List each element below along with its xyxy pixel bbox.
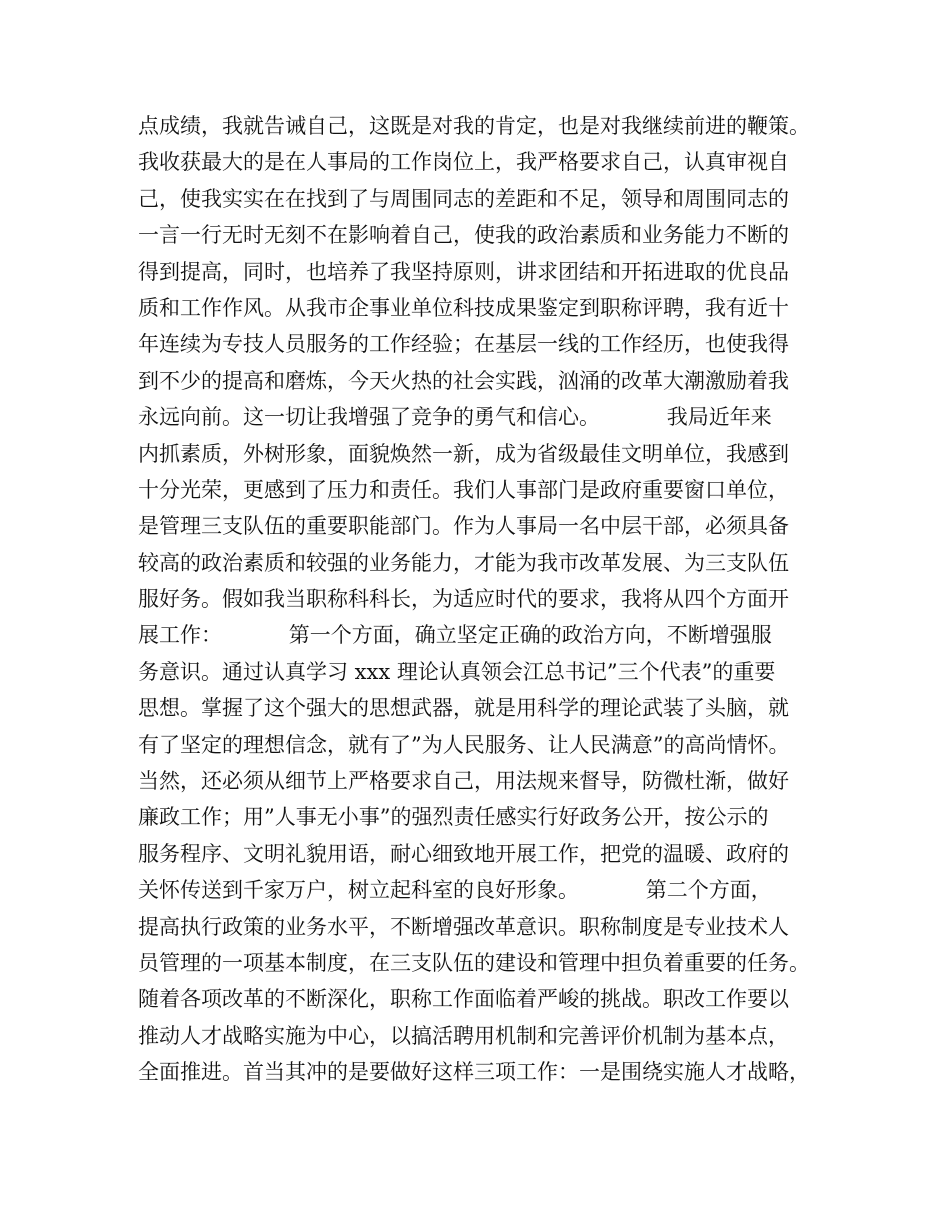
text-line: 务意识。通过认真学习 xxx 理论认真领会江总书记”三个代表”的重要 — [138, 659, 776, 684]
text-line: 是管理三支队伍的重要职能部门。作为人事局一名中层干部，必须具备 — [138, 514, 789, 539]
text-line: 员管理的一项基本制度，在三支队伍的建设和管理中担负着重要的任务。 — [138, 950, 810, 975]
text-line: 推动人才战略实施为中心，以搞活聘用机制和完善评价机制为基本点， — [138, 1023, 789, 1048]
text-line: 较高的政治素质和较强的业务能力，才能为我市改革发展、为三支队伍 — [138, 550, 789, 575]
text-line: 质和工作作风。从我市企事业单位科技成果鉴定到职称评聘，我有近十 — [138, 295, 789, 320]
text-line: 有了坚定的理想信念，就有了”为人民服务、让人民满意”的高尚情怀。 — [138, 732, 790, 757]
text-line: 一言一行无时无刻不在影响着自己，使我的政治素质和业务能力不断的 — [138, 223, 789, 248]
text-line: 全面推进。首当其冲的是要做好这样三项工作：一是围绕实施人才战略， — [138, 1060, 810, 1085]
text-line: 当然，还必须从细节上严格要求自己，用法规来督导，防微杜渐，做好 — [138, 769, 789, 794]
text-line: 服务程序、文明礼貌用语，耐心细致地开展工作，把党的温暖、政府的 — [138, 841, 789, 866]
text-line: 思想。掌握了这个强大的思想武器，就是用科学的理论武装了头脑，就 — [138, 696, 789, 721]
text-line: 己，使我实实在在找到了与周围同志的差距和不足，领导和周围同志的 — [138, 186, 789, 211]
text-line: 提高执行政策的业务水平，不断增强改革意识。职称制度是专业技术人 — [138, 914, 789, 939]
text-line: 永远向前。这一切让我增强了竞争的勇气和信心。 我局近年来 — [138, 405, 772, 430]
text-line: 得到提高，同时，也培养了我坚持原则，讲求团结和开拓进取的优良品 — [138, 259, 789, 284]
text-line: 关怀传送到千家万户，树立起科室的良好形象。 第二个方面， — [138, 878, 772, 903]
body-text — [138, 108, 838, 1091]
text-line: 我收获最大的是在人事局的工作岗位上，我严格要求自己，认真审视自 — [138, 150, 789, 175]
text-line: 十分光荣，更感到了压力和责任。我们人事部门是政府重要窗口单位， — [138, 477, 789, 502]
text-line: 廉政工作；用”人事无小事”的强烈责任感实行好政务公开，按公示的 — [138, 805, 769, 830]
text-line: 年连续为专技人员服务的工作经验；在基层一线的工作经历，也使我得 — [138, 332, 789, 357]
text-line: 内抓素质，外树形象，面貌焕然一新，成为省级最佳文明单位，我感到 — [138, 441, 789, 466]
text-line: 随着各项改革的不断深化，职称工作面临着严峻的挑战。职改工作要以 — [138, 987, 789, 1012]
text-line: 点成绩，我就告诫自己，这既是对我的肯定，也是对我继续前进的鞭策。 — [138, 114, 810, 138]
text-line: 服好务。假如我当职称科科长，为适应时代的要求，我将从四个方面开 — [138, 587, 789, 612]
text-line: 展工作： 第一个方面，确立坚定正确的政治方向，不断增强服 — [138, 623, 772, 648]
text-line: 到不少的提高和磨炼，今天火热的社会实践，汹涌的改革大潮激励着我 — [138, 368, 789, 393]
